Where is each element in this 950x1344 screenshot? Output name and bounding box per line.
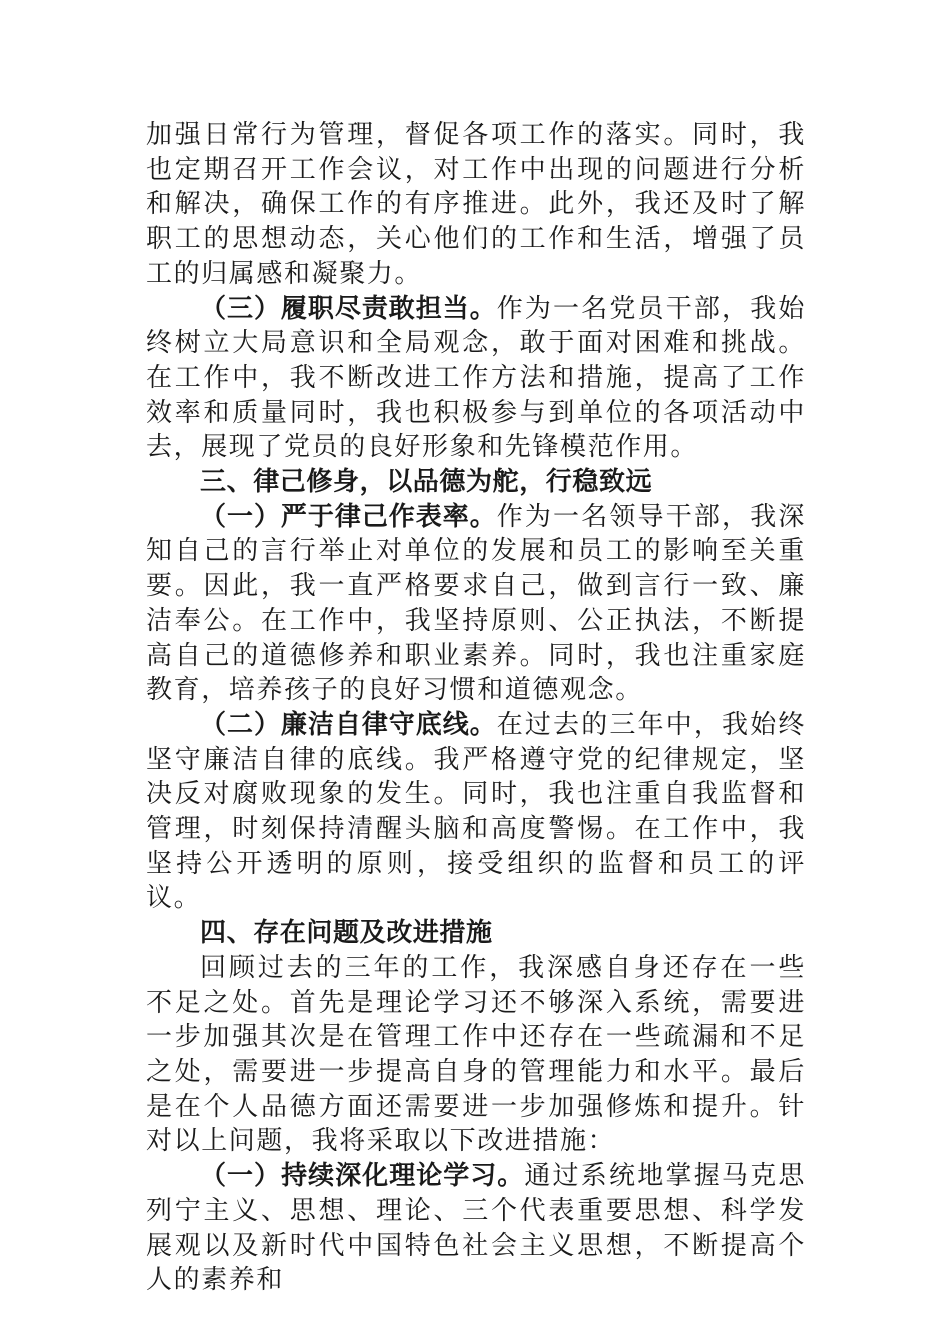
section-heading-four: 四、存在问题及改进措施 bbox=[200, 918, 493, 949]
paragraph-management bbox=[146, 118, 806, 292]
paragraph-lead: （一）持续深化理论学习。 bbox=[200, 1161, 525, 1192]
paragraph-lead: （二）廉洁自律守底线。 bbox=[200, 709, 497, 740]
paragraph-integrity bbox=[146, 708, 806, 916]
paragraph-review bbox=[146, 951, 806, 1159]
document-body bbox=[146, 118, 806, 1298]
paragraph-text: 通过系统地掌握马克思列宁主义、思想、理论、三个代表重要思想、科学发展观以及新时代中国特色社会主义思想，不断提高个人的素养和 bbox=[146, 1161, 806, 1296]
paragraph-responsibility bbox=[146, 292, 806, 466]
paragraph-theory-study bbox=[146, 1159, 806, 1298]
paragraph-lead: （三）履职尽责敢担当。 bbox=[200, 293, 497, 324]
paragraph-text: 回顾过去的三年的工作，我深感自身还存在一些不足之处。首先是理论学习还不够深入系统，需要进一步加强其次是在管理工作中还存在一些疏漏和不足之处，需要进一步提高自身的管理能力和水平。最后是在个人品德方面还需要进一步加强修炼和提升。针对以上问题，我将采取以下改进措施： bbox=[146, 952, 806, 1157]
paragraph-text: 在过去的三年中，我始终坚守廉洁自律的底线。我严格遵守党的纪律规定，坚决反对腐败现象的发生。同时，我也注重自我监督和管理，时刻保持清醒头脑和高度警惕。在工作中，我坚持公开透明的原则，接受组织的监督和员工的评议。 bbox=[146, 709, 806, 914]
paragraph-text: 作为一名党员干部，我始终树立大局意识和全局观念，敢于面对困难和挑战。在工作中，我不断改进工作方法和措施，提高了工作效率和质量同时，我也积极参与到单位的各项活动中去，展现了党员的良好形象和先锋模范作用。 bbox=[146, 293, 806, 463]
paragraph-text: 加强日常行为管理，督促各项工作的落实。同时，我也定期召开工作会议，对工作中出现的问题进行分析和解决，确保工作的有序推进。此外，我还及时了解职工的思想动态，关心他们的工作和生活，增强了员工的归属感和凝聚力。 bbox=[146, 120, 806, 289]
paragraph-lead: （一）严于律己作表率。 bbox=[200, 501, 497, 532]
section-heading-three: 三、律己修身，以品德为舵，行稳致远 bbox=[200, 467, 653, 498]
paragraph-self-discipline bbox=[146, 500, 806, 708]
paragraph-text: 作为一名领导干部，我深知自己的言行举止对单位的发展和员工的影响至关重要。因此，我一直严格要求自己，做到言行一致、廉洁奉公。在工作中，我坚持原则、公正执法，不断提高自己的道德修养和职业素养。同时，我也注重家庭教育，培养孩子的良好习惯和道德观念。 bbox=[146, 501, 806, 706]
